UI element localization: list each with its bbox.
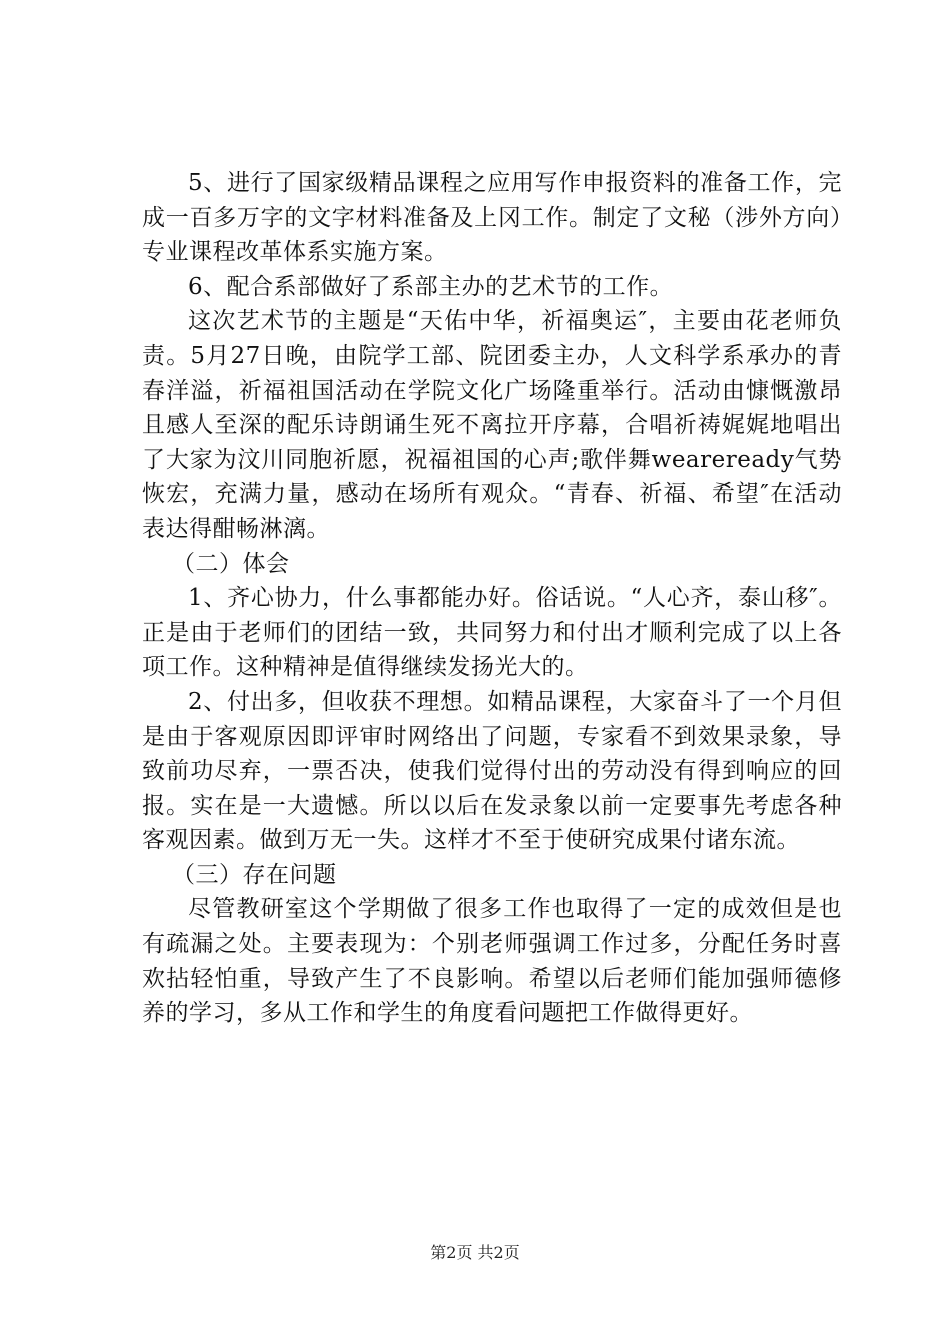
paragraph-problems: 尽管教研室这个学期做了很多工作也取得了一定的成效但是也有疏漏之处。主要表现为：个别老师强调工作过多，分配任务时喜欢拈轻怕重，导致产生了不良影响。希望以后老师们能加强师德修养的学习，多从工作和学生的角度看问题把工作做得更好。: [142, 896, 842, 1027]
paragraph-experience-2: 2、付出多，但收获不理想。如精品课程，大家奋斗了一个月但是由于客观原因即评审时网络出了问题，专家看不到效果录象，导致前功尽弃，一票否决，使我们觉得付出的劳动没有得到响应的回报。实在是一大遗憾。所以以后在发录象以前一定要事先考虑各种客观因素。做到万无一失。这样才不至于使研究成果付诸东流。: [142, 688, 842, 854]
document-body: [142, 166, 842, 1031]
page-number-footer: 第2页 共2页: [430, 1243, 520, 1262]
paragraph-art-festival: 这次艺术节的主题是“天佑中华，祈福奥运″，主要由花老师负责。5月27日晚，由院学工部、院团委主办，人文科学系承办的青春洋溢，祈福祖国活动在学院文化广场隆重举行。活动由慷慨激昂且感人至深的配乐诗朗诵生死不离拉开序幕，合唱祈祷娓娓地唱出了大家为汶川同胞祈愿，祝福祖国的心声;歌伴舞weareready气势恢宏，充满力量，感动在场所有观众。“青春、祈福、希望″在活动表达得酣畅淋漓。: [142, 308, 842, 542]
paragraph-experience-1: 1、齐心协力，什么事都能办好。俗话说。“人心齐，泰山移″。正是由于老师们的团结一致，共同努力和付出才顺利完成了以上各项工作。这种精神是值得继续发扬光大的。: [142, 585, 842, 681]
paragraph-item-5: 5、进行了国家级精品课程之应用写作申报资料的准备工作，完成一百多万字的文字材料准备及上冈工作。制定了文秘（涉外方向）专业课程改革体系实施方案。: [142, 170, 842, 266]
section-heading-problems: （三）存在问题: [172, 861, 337, 888]
paragraph-item-6: 6、配合系部做好了系部主办的艺术节的工作。: [188, 273, 674, 300]
section-heading-experience: （二）体会: [172, 550, 290, 577]
